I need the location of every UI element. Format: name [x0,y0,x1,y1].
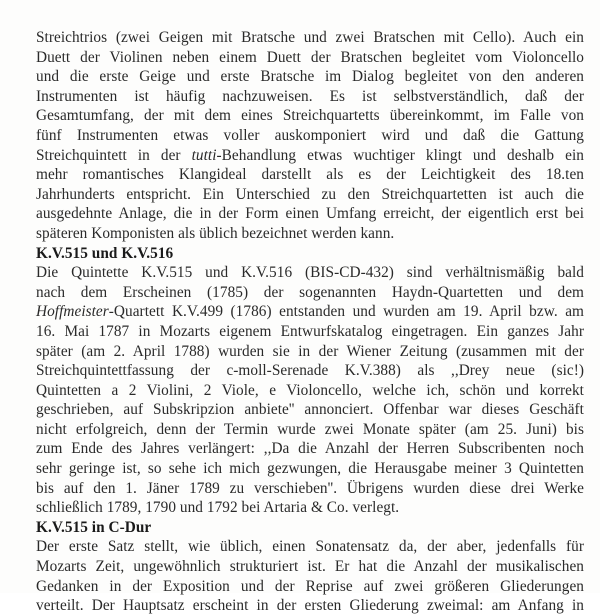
paragraph-line: Die Quintette K.V.515 und K.V.516 (BIS-CD-432) sind verhältnismäßig bald [36,264,584,282]
paragraph-line: bis auf den 1. Jäner 1789 zu verschieben''. Übrigens wurden diese drei Werke [36,479,584,497]
paragraph-line: Der erste Satz stellt, wie üblich, einen Sonatensatz da, der aber, jedenfalls für [36,538,584,556]
paragraph-line: 16. Mai 1787 in Mozarts eigenem Entwurfskatalog eingetragen. Ein ganzes Jahr [36,322,584,340]
paragraph-line: Jahrhunderts entspricht. Ein Unterschied zu den Streichquartetten ist auch die [36,185,584,203]
paragraph-line: sehr geringe ist, so sehe ich mich gezwungen, die Herausgabe meiner 3 Quintetten [36,460,584,478]
paragraph-line: und die erste Geige und erste Bratsche im Dialog begleitet von den anderen [36,68,584,86]
paragraph-line: nicht erfolgreich, denn der Termin wurde zwei Monate später (am 25. Juni) bis [36,420,584,438]
paragraph-line: Duett der Violinen neben einem Duett der Bratschen begleitet vom Violoncello [36,48,584,66]
paragraph-line: späteren Komponisten als üblich bezeichnet werden kann. [36,224,395,242]
paragraph-line: zum Ende des Jahres verlängert: ,,Da die Anzahl der Herren Subscribenten noch [36,440,584,458]
paragraph-line [36,146,584,166]
paragraph-line [36,302,584,322]
paragraph-line: Instrumenten ist häufig nachzuweisen. Es ist selbstverständlich, daß der [36,87,584,105]
paragraph-line: nach dem Erscheinen (1785) der sogenannten Haydn-Quartetten und dem [36,283,584,301]
paragraph-line: Streichquintettfassung der c-moll-Serenade K.V.388) als ,,Drey neue (sic!) [36,362,584,380]
section-heading: K.V.515 und K.V.516 [36,244,174,262]
document-text [36,28,584,616]
text-run: -Behandlung etwas wuchtiger klingt und deshalb ein [216,146,584,164]
italic-term: Hoffmeister [36,303,109,321]
paragraph-line: mehr romantisches Klangideal darstellt als es der Leichtigkeit des 18.ten [36,166,584,184]
text-run: -Quartett K.V.499 (1786) entstanden und wurden am 19. April bzw. am [108,303,584,321]
paragraph-line: Mozarts Zeit, ungewöhnlich strukturiert ist. Er hat die Anzahl der musikalischen [36,558,584,576]
paragraph-line: fünf Instrumenten etwas voller auskomponiert wird und daß die Gattung [36,126,584,144]
paragraph-line: ausgedehnte Anlage, die in der Form einen Umfang erreicht, der eigentlich erst bei [36,205,584,223]
paragraph-line: später (am 2. April 1788) wurden sie in der Wiener Zeitung (zusammen mit der [36,342,584,360]
italic-term: tutti [191,146,217,164]
paragraph-line: Quintetten a 2 Violini, 2 Viole, e Violoncello, welche ich, schön und korrekt [36,381,584,399]
paragraph-line: geschrieben, auf Subskripzion anbiete'' annonciert. Offenbar war dieses Geschäft [36,401,584,419]
text-run: Streichquintett in der [36,146,192,164]
paragraph-line: verteilt. Der Hauptsatz erscheint in der ersten Gliederung zweimal: am Anfang in [36,597,584,615]
paragraph-line: schließlich 1789, 1790 und 1792 bei Artaria & Co. verlegt. [36,499,400,517]
paragraph-line: Gedanken in der Exposition und der Reprise auf zwei größeren Gliederungen [36,577,584,595]
paragraph-line: Gesamtumfang, der mit dem eines Streichquartetts übereinkommt, im Falle von [36,107,584,125]
paragraph-line: Streichtrios (zwei Geigen mit Bratsche und zwei Bratschen mit Cello). Auch ein [36,29,584,46]
section-heading: K.V.515 in C-Dur [36,518,152,536]
